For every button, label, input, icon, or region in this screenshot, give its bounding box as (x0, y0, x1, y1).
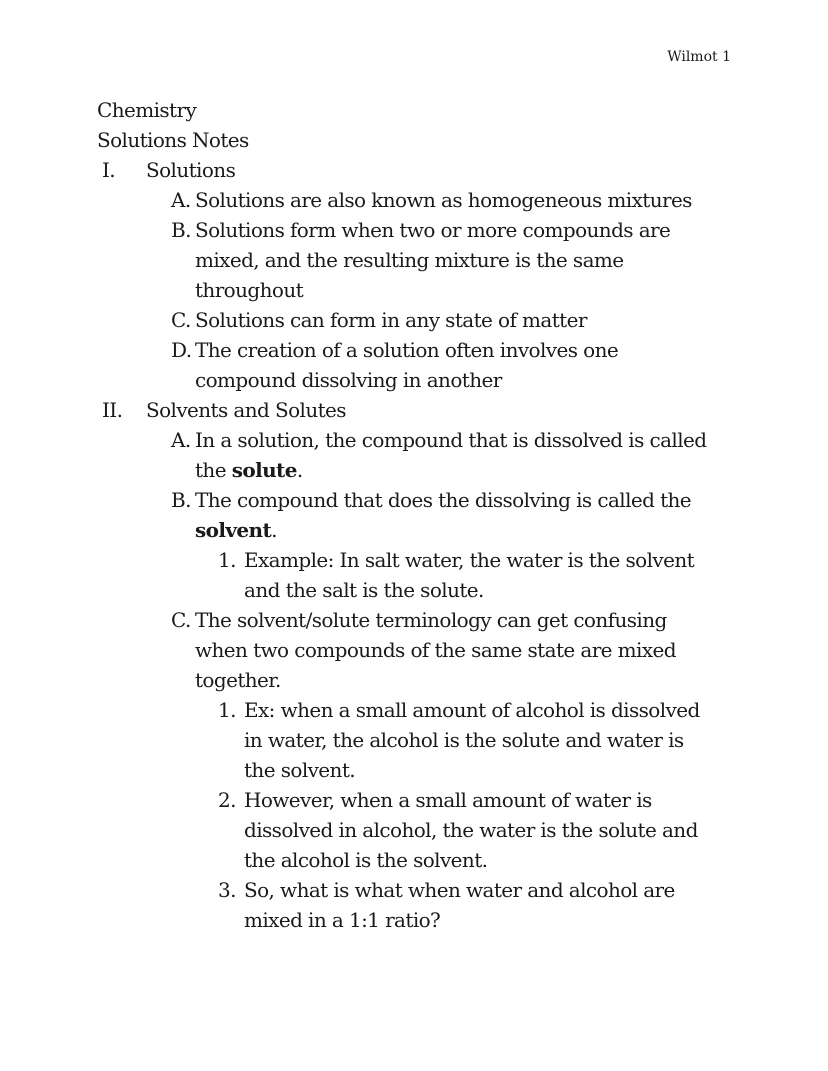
list-marker: 2. (218, 788, 236, 812)
item-text-line: together. (195, 668, 281, 692)
item-text-line: In a solution, the compound that is dissolved is called (195, 428, 707, 452)
list-marker: 1. (218, 698, 236, 722)
item-text-line: and the salt is the solute. (244, 578, 484, 602)
item-text-line: Solutions form when two or more compounds are (195, 218, 671, 242)
item-text-line (195, 515, 737, 545)
item-text-line: The compound that does the dissolving is called the (195, 488, 692, 512)
item-text-fragment: the (195, 458, 232, 482)
item-text-line: mixed, and the resulting mixture is the same (195, 248, 624, 272)
subject-line: Chemistry (97, 98, 197, 122)
item-text-line: So, what is what when water and alcohol are (244, 878, 675, 902)
section-numeral: II. (102, 398, 123, 422)
list-marker: C. (171, 308, 191, 332)
item-text-line: throughout (195, 278, 304, 302)
item-text-line (195, 455, 737, 485)
item-text-line: Example: In salt water, the water is the solvent (244, 548, 695, 572)
item-text-line: the solvent. (244, 758, 356, 782)
item-text-line: mixed in a 1:1 ratio? (244, 908, 441, 932)
page-header-label: Wilmot 1 (667, 49, 731, 65)
list-marker: 3. (218, 878, 236, 902)
list-marker: C. (171, 608, 191, 632)
item-text-line: when two compounds of the same state are mixed (195, 638, 676, 662)
item-text-line: in water, the alcohol is the solute and water is (244, 728, 684, 752)
list-item (97, 425, 737, 485)
list-item (97, 335, 737, 395)
list-item (97, 485, 737, 545)
list-marker: B. (171, 488, 191, 512)
section-numeral: I. (102, 158, 116, 182)
item-text-fragment: . (296, 458, 303, 482)
sub-list-item (97, 545, 737, 605)
sub-list-item (97, 875, 737, 935)
item-text-line: Ex: when a small amount of alcohol is dissolved (244, 698, 700, 722)
item-text-line: Solutions are also known as homogeneous mixtures (195, 188, 692, 212)
document-title: Solutions Notes (97, 128, 249, 152)
item-text-line: The solvent/solute terminology can get confusing (195, 608, 667, 632)
item-text-line: the alcohol is the solvent. (244, 848, 488, 872)
item-text-line: The creation of a solution often involves one (195, 338, 619, 362)
section-title: Solutions (146, 158, 236, 182)
list-marker: 1. (218, 548, 236, 572)
item-text-line: However, when a small amount of water is (244, 788, 652, 812)
section-title: Solvents and Solutes (146, 398, 346, 422)
term-solute: solute (231, 458, 297, 482)
list-marker: B. (171, 218, 191, 242)
document-body (97, 95, 737, 935)
sub-list-item (97, 695, 737, 785)
section-heading (97, 155, 737, 185)
list-item (97, 185, 737, 215)
list-marker: A. (171, 188, 191, 212)
section-heading (97, 395, 737, 425)
item-text-fragment: . (271, 518, 277, 542)
list-marker: D. (171, 338, 192, 362)
item-text-line: compound dissolving in another (195, 368, 502, 392)
sub-list-item (97, 785, 737, 875)
list-item (97, 215, 737, 305)
list-item (97, 605, 737, 695)
item-text-line: Solutions can form in any state of matter (195, 308, 587, 332)
item-text-line: dissolved in alcohol, the water is the solute and (244, 818, 698, 842)
list-marker: A. (171, 428, 191, 452)
term-solvent: solvent (195, 518, 272, 542)
list-item (97, 305, 737, 335)
